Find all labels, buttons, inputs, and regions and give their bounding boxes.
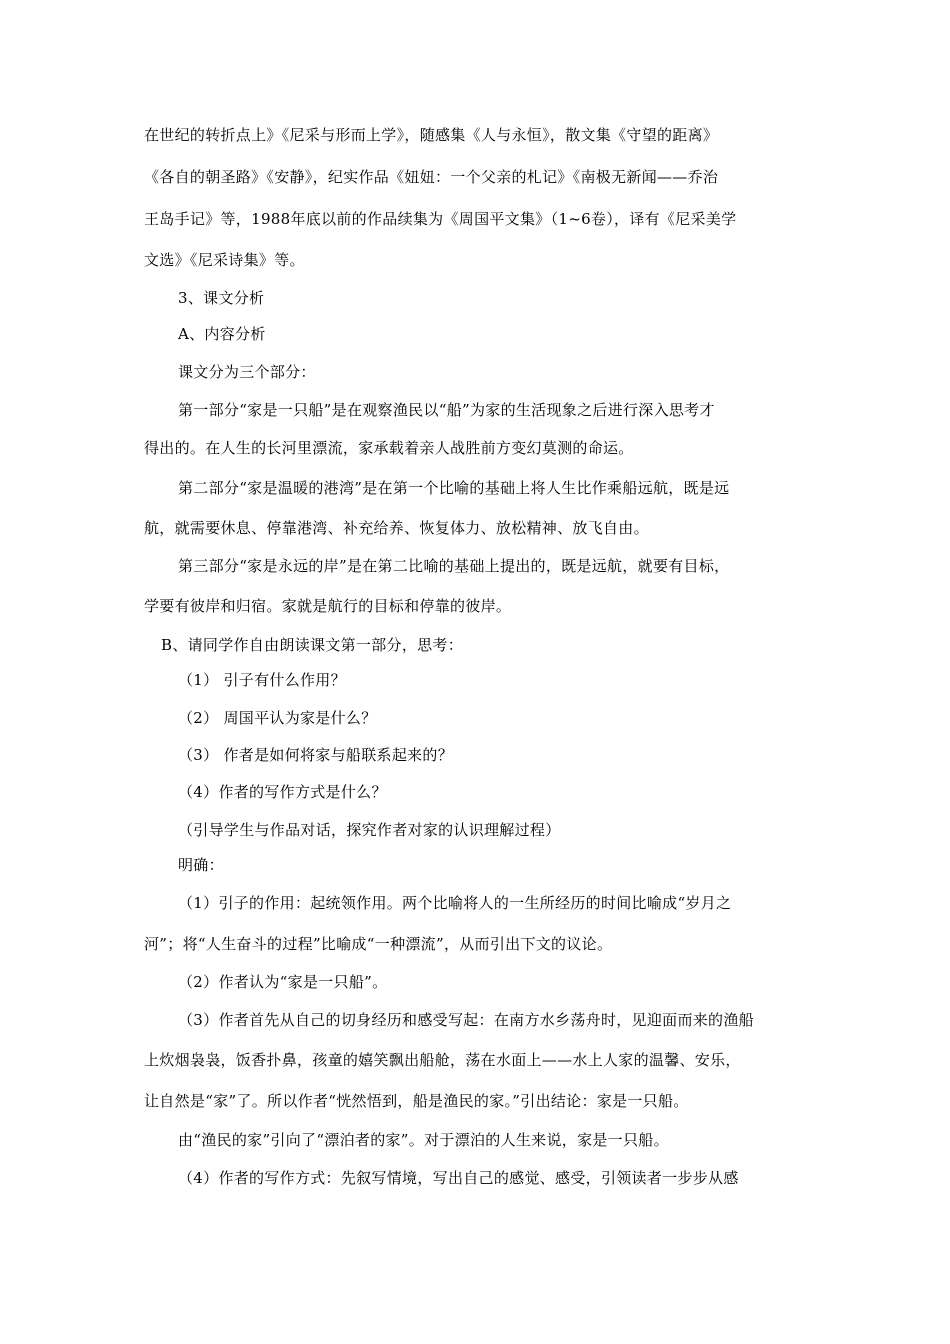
question-item: （2） 周国平认为家是什么？ [178,709,377,727]
paragraph-line: 学要有彼岸和归宿。家就是航行的目标和停靠的彼岸。 [144,597,512,615]
subsection-heading: A、内容分析 [178,325,266,343]
paragraph-line: （3）作者首先从自己的切身经历和感受写起：在南方水乡荡舟时，见迎面而来的渔船 [178,1011,754,1029]
subsection-heading: B、请同学作自由朗读课文第一部分，思考： [161,636,464,654]
paragraph-line: （引导学生与作品对话，探究作者对家的认识理解过程） [178,821,561,839]
paragraph-line: （2）作者认为“家是一只船”。 [178,973,388,991]
question-item: （4）作者的写作方式是什么？ [178,783,387,801]
paragraph-line: 河”；将“人生奋斗的过程”比喻成“一种漂流”，从而引出下文的议论。 [144,935,613,953]
paragraph-line: 《各自的朝圣路》《安静》，纪实作品《妞妞：一个父亲的札记》《南极无新闻——乔治 [144,168,719,186]
paragraph-line: 上炊烟袅袅，饭香扑鼻，孩童的嬉笑飘出船舱，荡在水面上——水上人家的温馨、安乐， [144,1051,741,1069]
paragraph-line: 让自然是“家”了。所以作者“恍然悟到，船是渔民的家。”引出结论：家是一只船。 [144,1092,689,1110]
section-heading: 3、课文分析 [178,289,265,307]
paragraph-line: 课文分为三个部分： [178,363,316,381]
paragraph-line: 第一部分“家是一只船”是在观察渔民以“船”为家的生活现象之后进行深入思考才 [178,401,715,419]
paragraph-line: 王岛手记》等，1988年底以前的作品续集为《周国平文集》（1~6卷），译有《尼采美学 [144,210,737,228]
paragraph-line: 第三部分“家是永远的岸”是在第二比喻的基础上提出的，既是远航，就要有目标， [178,557,730,575]
paragraph-line: 在世纪的转折点上》《尼采与形而上学》，随感集《人与永恒》，散文集《守望的距离》 [144,126,719,144]
paragraph-line: 明确： [178,856,224,874]
paragraph-line: 第二部分“家是温暖的港湾”是在第一个比喻的基础上将人生比作乘船远航，既是远 [178,479,730,497]
paragraph-line: 航，就需要休息、停靠港湾、补充给养、恢复体力、放松精神、放飞自由。 [144,519,649,537]
paragraph-line: 文选》《尼采诗集》等。 [144,251,305,269]
paragraph-line: 由“渔民的家”引向了“漂泊者的家”。对于漂泊的人生来说，家是一只船。 [178,1131,669,1149]
question-item: （1） 引子有什么作用？ [178,671,346,689]
question-item: （3） 作者是如何将家与船联系起来的？ [178,746,454,764]
paragraph-line: （4）作者的写作方式：先叙写情境，写出自己的感觉、感受，引领读者一步步从感 [178,1169,739,1187]
paragraph-line: 得出的。在人生的长河里漂流，家承载着亲人战胜前方变幻莫测的命运。 [144,439,634,457]
paragraph-line: （1）引子的作用：起统领作用。两个比喻将人的一生所经历的时间比喻成“岁月之 [178,894,732,912]
